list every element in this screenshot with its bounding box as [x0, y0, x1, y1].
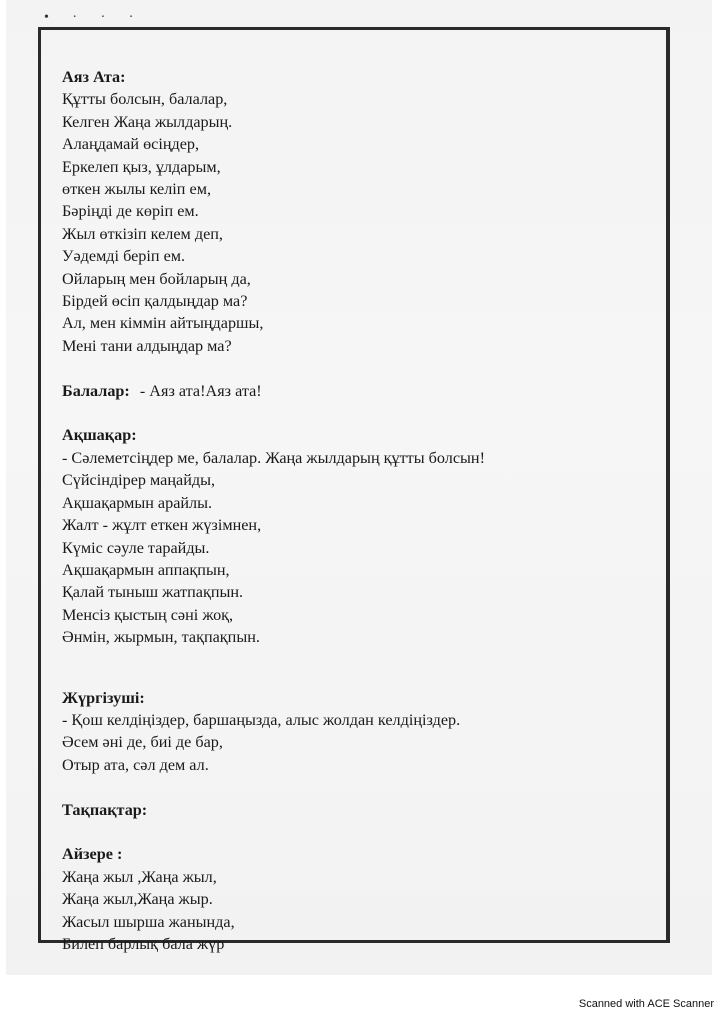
verse-line: Менсіз қыстың сәні жоқ, [62, 605, 234, 624]
speaker-aizere: Айзере : [62, 845, 123, 864]
verse-line: Әнмін, жырмын, тақпақпын. [62, 628, 260, 647]
verse-line: Жыл өткізіп келем деп, [62, 224, 223, 243]
verse-line: Қалай тыныш жатпақпын. [62, 583, 244, 602]
verse-line: Күміс сәуле тарайды. [62, 538, 210, 557]
verse-line: - Сәлеметсіңдер ме, балалар. Жаңа жылдарың құтты болсын! [62, 448, 485, 467]
header-marks: • · · · [44, 10, 144, 25]
verse-line: Ақшақармын арайлы. [62, 493, 213, 512]
verse-line: Жасыл шырша жанында, [62, 912, 235, 931]
speaker-zhurgizushi: Жүргізуші: [62, 688, 145, 707]
verse-line: Бәріңді де көріп ем. [62, 202, 199, 221]
verse-line: Әсем әні де, биі де бар, [62, 733, 223, 752]
verse-line: - Қош келдіңіздер, баршаңызда, алыс жолдан келдіңіздер. [62, 710, 461, 729]
verse-line: Еркелеп қыз, ұлдарым, [62, 157, 221, 176]
verse-line: Уәдемді беріп ем. [62, 247, 186, 266]
verse-line: Билеп барлық бала жүр [62, 934, 225, 953]
verse-line: Жалт - жұлт еткен жүзімнен, [62, 516, 262, 535]
verse-line: өткен жылы келіп ем, [62, 180, 211, 199]
speaker-balalar: Балалар: [62, 381, 130, 400]
section-takpaktar: Тақпақтар: [62, 800, 148, 819]
verse-line: Құтты болсын, балалар, [62, 90, 228, 109]
verse-line: Ойларың мен бойларың да, [62, 269, 251, 288]
verse-line: Жаңа жыл ,Жаңа жыл, [62, 867, 217, 886]
verse-line: Сүйсіндірер маңайды, [62, 471, 216, 490]
reply-text: - Аяз ата!Аяз ата! [139, 381, 262, 400]
script-text [62, 66, 662, 955]
speaker-akshakar: Ақшақар: [62, 426, 137, 445]
verse-line: Келген Жаңа жылдарың. [62, 112, 233, 131]
verse-line: Ақшақармын аппақпын, [62, 560, 230, 579]
children-reply [62, 380, 662, 402]
speaker-ayaz-ata: Аяз Ата: [62, 68, 126, 86]
scanned-page [6, 0, 712, 975]
scanner-watermark: Scanned with ACE Scanner [578, 998, 714, 1010]
verse-line: Ал, мен кіммін айтыңдаршы, [62, 314, 264, 333]
verse-line: Бірдей өсіп қалдыңдар ма? [62, 292, 248, 311]
verse-line: Мені тани алдыңдар ма? [62, 336, 232, 355]
verse-line: Жаңа жыл,Жаңа жыр. [62, 890, 213, 909]
verse-line: Отыр ата, сәл дем ал. [62, 755, 209, 774]
verse-line: Алаңдамай өсіңдер, [62, 135, 200, 154]
